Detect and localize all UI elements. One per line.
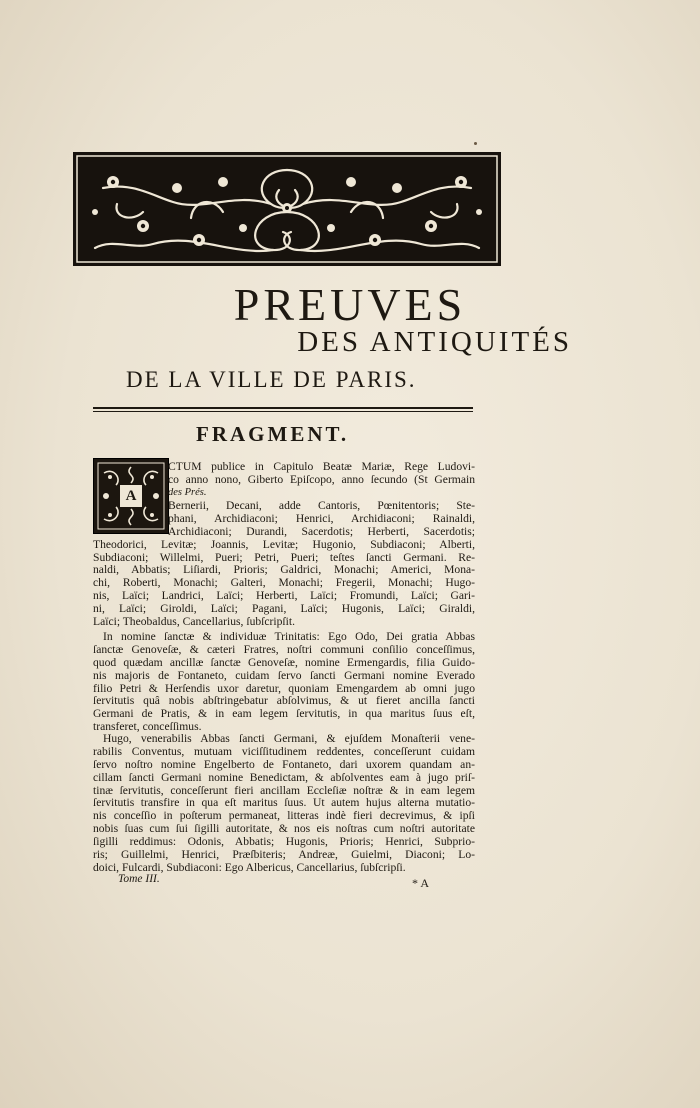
paragraph-2 — [93, 631, 475, 734]
volume-signature: Tome III. — [118, 873, 160, 885]
floral-ornament-icon — [73, 152, 501, 266]
text-line: nobis ſuas cum ſui ſigilli autoritate, & nos eis noſtras cum noſtri autoritate — [93, 822, 475, 836]
title-rule-thick — [93, 407, 473, 409]
text-line: Archidiaconi; Durandi, Sacerdotis; Herberti, Sacerdotis; — [168, 524, 475, 538]
text-line: doici, Fulcardi, Subdiaconi: Ego Albericus, Cancellarius, ſubſcripſi. — [93, 860, 406, 874]
paragraph-1-continuation — [93, 500, 475, 629]
text-line: ſervitutis quâ nobis abſtringebatur abſolvimus, & ut fieret ancilla ſancti — [93, 694, 475, 708]
text-line: Theodorici, Levitæ; Joannis, Levitæ; Hugonio, Subdiaconi; Alberti, — [93, 537, 475, 551]
text-line: transferet, conceſſimus. — [93, 720, 202, 734]
text-line: co anno nono, Giberto Epiſcopo, anno ſecundo (St Germain — [168, 472, 475, 486]
text-line: Laïci; Theobaldus, Cancellarius, ſubſcripſit. — [93, 615, 295, 629]
text-line: Bernerii, Decani, adde Cantoris, Pœnitentoris; Ste- — [168, 499, 475, 512]
ornamental-headpiece — [73, 152, 501, 266]
title-rule-thin — [93, 411, 473, 412]
text-line: ſervo noſtro nomine Engelberto de Fontaneto, dari uxorem quandam an- — [93, 757, 475, 771]
text-line: chi, Roberti, Monachi; Galteri, Monachi; Fregerii, Monachi; Hugo- — [93, 576, 475, 590]
title-line-1: PREUVES — [233, 279, 467, 330]
section-heading: FRAGMENT. — [196, 422, 350, 446]
text-line: tinæ ſervitutis, conceſſerunt fieri ancillam Eccleſiæ noſtræ & in eam legem — [93, 783, 475, 797]
paragraph-1 — [93, 461, 475, 500]
text-line: filio Petri & Herſendis uxor daretur, quoniam Emengardem ab omni jugo — [93, 681, 475, 695]
title-line-2: DES ANTIQUITÉS — [297, 326, 572, 358]
text-line: ni, Laïci; Giroldi, Laïci; Pagani, Laïci; Hugonis, Laïci; Giraldi, — [93, 602, 475, 616]
paragraph-3 — [93, 733, 475, 875]
text-line: Subdiaconi; Willelmi, Pueri; Petri, Pueri; teſtes ſancti Germani. Re- — [93, 550, 475, 564]
text-line: CTUM publice in Capitulo Beatæ Mariæ, Rege Ludovi- — [168, 460, 475, 473]
text-line: rabilis Conventus, mutuam viciſſitudinem reddentes, conceſſerunt cuidam — [93, 744, 475, 758]
gathering-signature: * A — [412, 876, 430, 890]
text-line: nis conceſſio in poſterum permaneat, litteras indè fieri decrevimus, & ipſi — [93, 809, 475, 823]
text-line: quod quædam ancillæ ſanctæ Genoveſæ, nomine Ermengardis, filia Guido- — [93, 655, 475, 669]
text-line: phani, Archidiaconi; Henrici, Archidiaconi; Rainaldi, — [168, 511, 475, 525]
text-line: nis, Laïci; Landrici, Laïci; Herberti, Laïci; Fromundi, Laïci; Gari- — [93, 589, 475, 603]
text-line: ſigilli reddimus: Odonis, Abbatis; Hugonis, Prioris; Henrici, Subprio- — [93, 835, 475, 849]
text-line: ris; Guillelmi, Henrici, Præſbiteris; Andreæ, Guielmi, Diaconi; Lo- — [93, 848, 475, 862]
title-line-3: DE LA VILLE DE PARIS. — [126, 367, 417, 392]
text-line: ſanctæ Genoveſæ, & cæteri Fratres, noſtri communi conſilio conceſſimus, — [93, 642, 475, 656]
text-line: In nomine ſanctæ & individuæ Trinitatis: Ego Odo, Dei gratia Abbas — [103, 630, 475, 643]
text-line: naldi, Abbatis; Liſiardi, Prioris; Galdrici, Monachi; Americi, Mona- — [93, 563, 475, 577]
text-line: nis majoris de Fontaneto, cuidam ſervo ſancti Germani nomine Everado — [93, 668, 475, 682]
text-line: Hugo, venerabilis Abbas ſancti Germani, & ejuſdem Monaſterii vene- — [103, 732, 475, 745]
margin-note: des Prés. — [168, 486, 207, 498]
ink-speck — [474, 142, 477, 145]
drop-cap-letter: A — [120, 485, 142, 507]
text-line: ſervitutis transfire in qua eſt maritus ſuus. Ut autem hujus alterna mutatio- — [93, 796, 475, 810]
text-line: Germani de Pratis, & in eam legem ſervitutis, in qua maritus ſuus eſt, — [93, 707, 475, 721]
text-line: cillam ſancti Germani nomine Benedictam, & abſolventes eam à jugo priſ- — [93, 770, 475, 784]
